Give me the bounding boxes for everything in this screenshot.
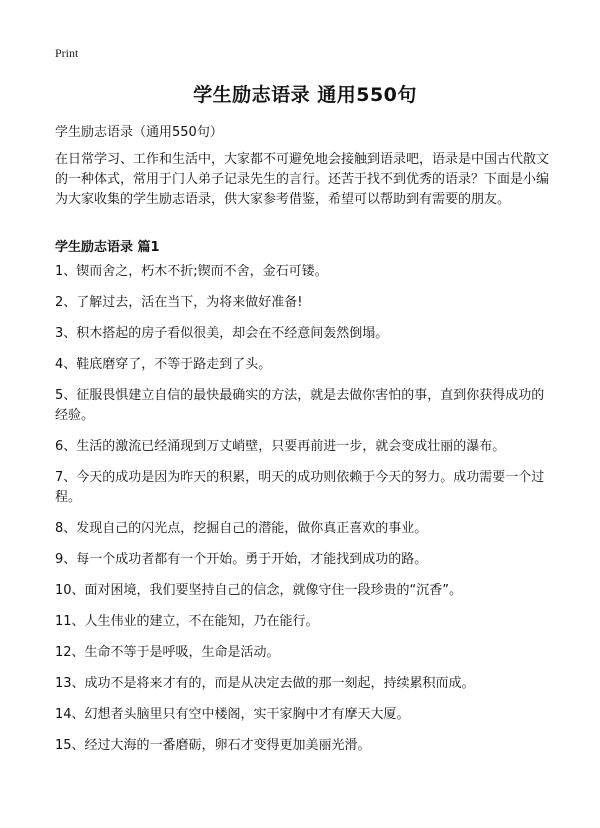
- list-item: 2、了解过去，活在当下，为将来做好准备!: [55, 295, 303, 310]
- quote-list: [55, 262, 551, 767]
- list-item: 8、发现自己的闪光点，挖掘自己的潜能，做你真正喜欢的事业。: [55, 521, 428, 536]
- list-item: 12、生命不等于是呼吸，生命是活动。: [55, 645, 280, 660]
- list-item: 15、经过大海的一番磨砺，卵石才变得更加美丽光滑。: [55, 738, 371, 753]
- page-title: 学生励志语录 通用550句: [193, 84, 417, 106]
- subtitle: 学生励志语录（通用550句）: [55, 125, 223, 140]
- list-item: 10、面对困境，我们要坚持自己的信念，就像守住一段珍贵的“沉香”。: [55, 583, 463, 598]
- list-item: 9、每一个成功者都有一个开始。勇于开始，才能找到成功的路。: [55, 552, 428, 567]
- list-item: 14、幻想者头脑里只有空中楼阁，实干家胸中才有摩天大厦。: [55, 707, 410, 722]
- section-heading: 学生励志语录 篇1: [55, 240, 160, 255]
- list-item: 6、生活的激流已经涌现到万丈峭壁，只要再前进一步，就会变成壮丽的瀑布。: [55, 439, 506, 454]
- list-item: 3、积木搭起的房子看似很美，却会在不经意间轰然倒塌。: [55, 326, 389, 341]
- print-link[interactable]: Print: [55, 46, 79, 60]
- list-item: 1、锲而舍之，朽木不折;锲而不舍，金石可镂。: [55, 264, 328, 279]
- list-item: 13、成功不是将来才有的，而是从决定去做的那一刻起，持续累积而成。: [55, 676, 475, 691]
- list-item: 5、征服畏惧建立自信的最快最确实的方法，就是去做你害怕的事，直到你获得成功的经验。: [55, 388, 545, 423]
- list-item: 7、今天的成功是因为昨天的积累，明天的成功则依赖于今天的努力。成功需要一个过程。: [55, 470, 545, 505]
- intro-paragraph: 在日常学习、工作和生活中，大家都不可避免地会接触到语录吧，语录是中国古代散文的一种体式，常用于门人弟子记录先生的言行。还苦于找不到优秀的语录？下面是小编为大家收集的学生励志语录，供大家参考借鉴，希望可以帮助到有需要的朋友。: [55, 152, 550, 207]
- list-item: 4、鞋底磨穿了，不等于路走到了头。: [55, 357, 272, 372]
- list-item: 11、人生伟业的建立，不在能知，乃在能行。: [55, 614, 319, 629]
